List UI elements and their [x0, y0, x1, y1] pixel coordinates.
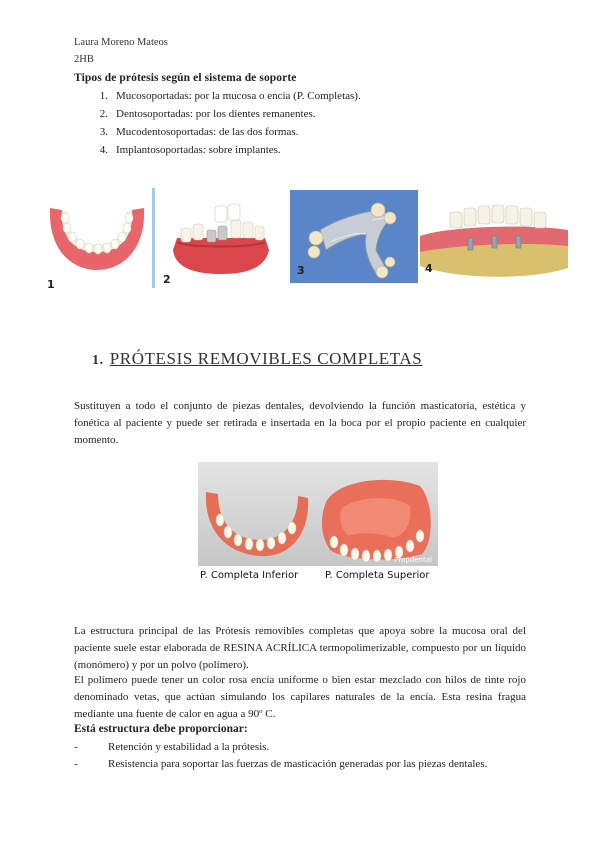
list-text: Mucodentosoportadas: de las dos formas. [116, 126, 299, 138]
caption-inferior: P. Completa Inferior [200, 570, 299, 581]
list-number: 4. [99, 144, 108, 156]
section-number: 1. [92, 353, 104, 368]
complete-dentures-photo [198, 462, 438, 566]
structure-heading: Está estructura debe proporcionar: [74, 723, 248, 735]
types-list [74, 88, 361, 160]
list-text: Implantosoportadas: sobre implantes. [116, 144, 281, 156]
image-label-1: 1 [47, 278, 55, 291]
section-heading [92, 349, 422, 369]
list-item [74, 739, 487, 756]
types-heading: Tipos de prótesis según el sistema de soporte [74, 72, 297, 84]
structure-list [74, 739, 487, 773]
list-item [74, 142, 361, 160]
list-number: 2. [99, 108, 108, 120]
structure-paragraph: La estructura principal de las Prótesis removibles completas que apoya sobre la mucosa oral del paciente suele estar elaborada de RESINA ACRÍLICA termopolimerizable, compuesto por un líquido (monómero) y por un polvo (polímero). [74, 625, 526, 671]
intro-paragraph: Sustituyen a todo el conjunto de piezas dentales, devolviendo la función masticatoria, estética y fonética al paciente y puede ser retirada e insertada en la boca por el propio paciente en cualquier momento. [74, 400, 526, 446]
list-number: 3. [99, 126, 108, 138]
list-bullet: - [74, 741, 78, 753]
denture-image-2 [152, 188, 289, 288]
denture-image-1 [42, 200, 152, 278]
list-item [74, 124, 361, 142]
image-label-3: 3 [297, 264, 305, 277]
list-bullet: - [74, 758, 78, 770]
list-text: Retención y estabilidad a la prótesis. [108, 741, 270, 753]
denture-image-3 [290, 190, 418, 283]
list-text: Resistencia para soportar las fuerzas de masticación generadas por las piezas dentales. [108, 758, 488, 770]
section-title: PRÓTESIS REMOVIBLES COMPLETAS [109, 349, 423, 368]
list-text: Mucosoportadas: por la mucosa o encía (P. Completas). [116, 90, 361, 102]
list-item [74, 756, 487, 773]
list-number: 1. [99, 90, 108, 102]
list-item [74, 106, 361, 124]
group-code: 2HB [74, 54, 94, 65]
image-label-2: 2 [163, 273, 171, 286]
list-item [74, 88, 361, 106]
denture-image-4 [420, 196, 568, 282]
polymer-paragraph: El polímero puede tener un color rosa encía uniforme o bien estar mezclado con hilos de tinte rojo denominado vetas, que actúan simulando los capilares naturales de la encía. Esta resina fragua mediante una fuente de calor en agua a 90º C. [74, 674, 526, 720]
image-label-4: 4 [425, 262, 433, 275]
photo-watermark: Propdental [394, 556, 432, 564]
caption-superior: P. Completa Superior [325, 570, 430, 581]
list-text: Dentosoportadas: por los dientes remanentes. [116, 108, 316, 120]
author-name: Laura Moreno Mateos [74, 37, 168, 48]
